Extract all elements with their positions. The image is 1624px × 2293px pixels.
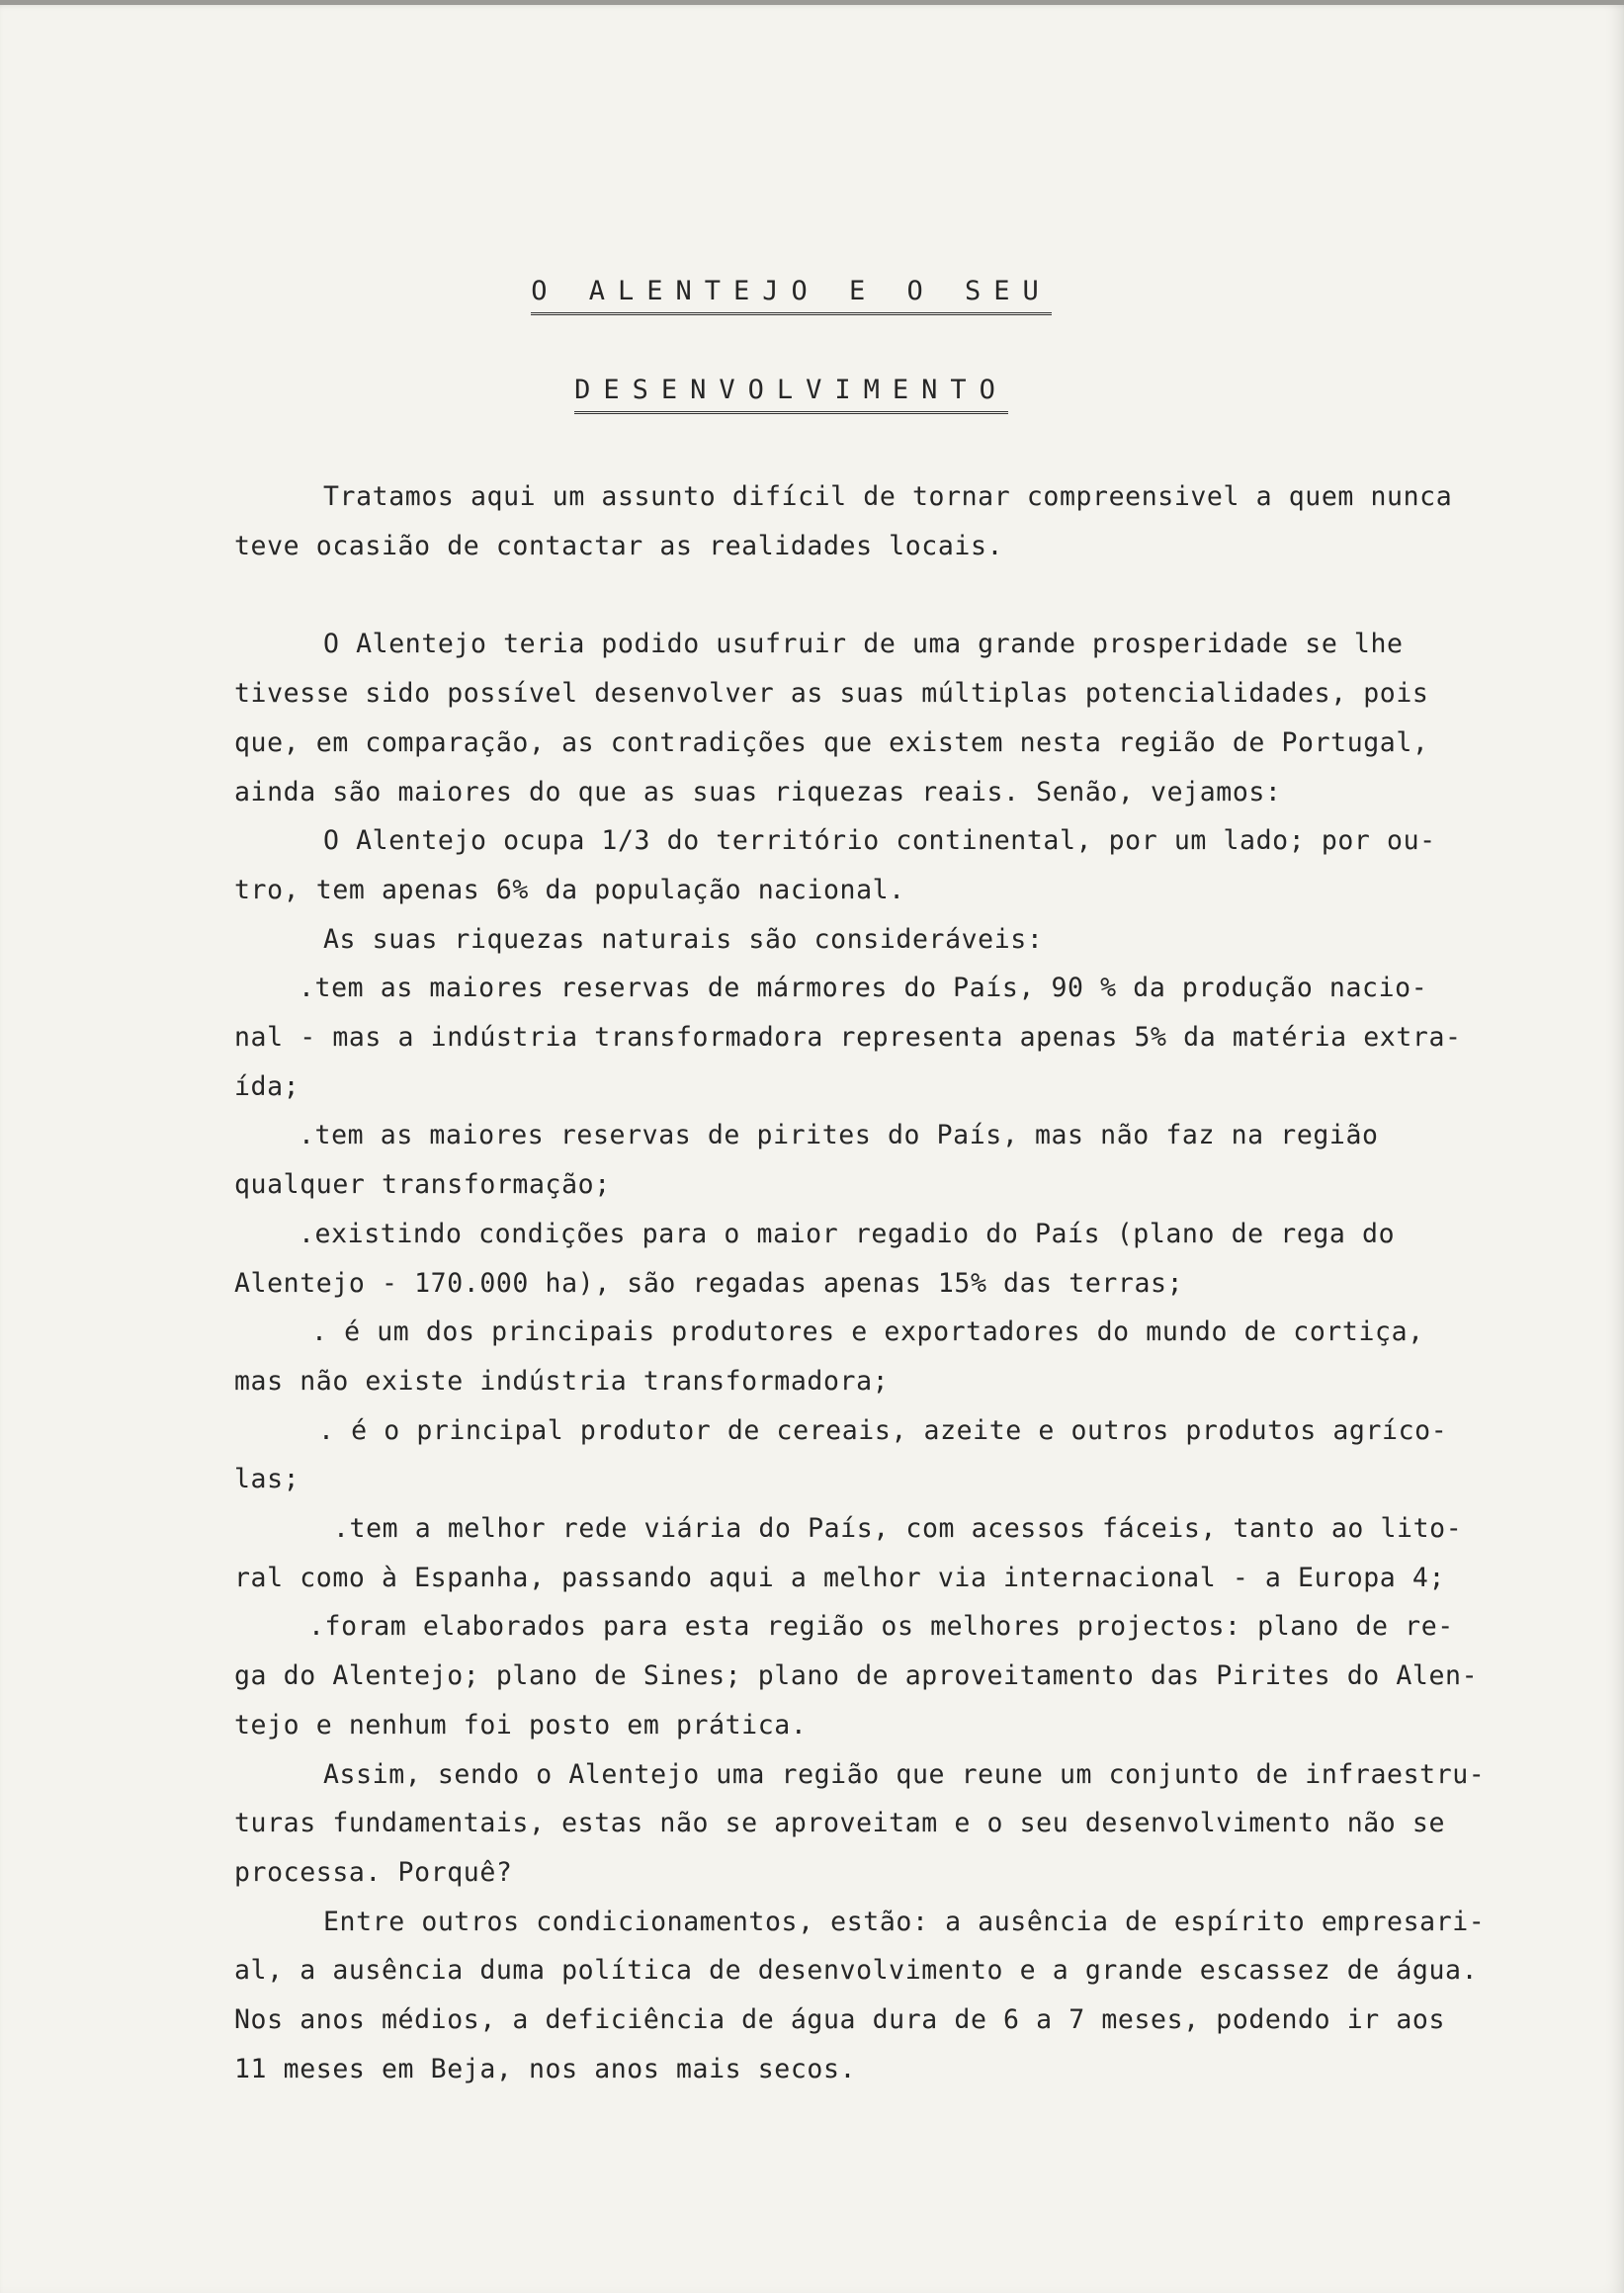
paragraph-4-line-3: Nos anos médios, a deficiência de água dura de 6 a 7 meses, podendo ir aos	[234, 2004, 1446, 2036]
document-title-2: DESENVOLVIMENTO	[574, 376, 1008, 414]
list-item-projects-line-1: .foram elaborados para esta região os melhores projectos: plano de re-	[308, 1611, 1454, 1643]
paragraph-2-line-7: As suas riquezas naturais são consideráveis:	[323, 923, 1044, 955]
document-title-1: O ALENTEJO E O SEU	[531, 277, 1052, 315]
page-top-edge	[0, 0, 1624, 5]
paragraph-4-line-1: Entre outros condicionamentos, estão: a ausência de espírito empresari-	[323, 1906, 1486, 1937]
paragraph-3-line-1: Assim, sendo o Alentejo uma região que reune um conjunto de infraestru-	[323, 1758, 1486, 1790]
list-item-pyrites-line-1: .tem as maiores reservas de pirites do País, mas não faz na região	[299, 1120, 1379, 1151]
list-item-cereals-line-1: . é o principal produtor de cereais, azeite e outros produtos agríco-	[318, 1414, 1448, 1446]
paragraph-3-line-3: processa. Porquê?	[234, 1856, 513, 1888]
list-item-pyrites-line-2: qualquer transformação;	[234, 1169, 611, 1201]
list-item-cereals-line-2: las;	[234, 1464, 300, 1495]
paragraph-2-line-3: que, em comparação, as contradições que existem nesta região de Portugal,	[234, 726, 1429, 758]
paragraph-gap	[234, 570, 1598, 620]
paragraph-1-line-2: teve ocasião de contactar as realidades locais.	[234, 530, 1004, 561]
paragraph-4-line-2: al, a ausência duma política de desenvolvimento e a grande escassez de água.	[234, 1955, 1479, 1987]
list-item-marble-line-3: ída;	[234, 1070, 300, 1102]
list-item-roads-line-2: ral como à Espanha, passando aqui a melhor via internacional - a Europa 4;	[234, 1562, 1446, 1593]
list-item-roads-line-1: .tem a melhor rede viária do País, com acessos fáceis, tanto ao lito-	[333, 1513, 1463, 1545]
paragraph-3-line-2: turas fundamentais, estas não se aproveitam e o seu desenvolvimento não se	[234, 1808, 1446, 1839]
paragraph-2-line-1: O Alentejo teria podido usufruir de uma grande prosperidade se lhe	[323, 629, 1404, 660]
list-item-cork-line-2: mas não existe indústria transformadora;	[234, 1365, 890, 1397]
paragraph-2-line-6: tro, tem apenas 6% da população nacional.	[234, 874, 905, 905]
title-line-2	[234, 366, 1348, 465]
paragraph-2-line-5: O Alentejo ocupa 1/3 do território continental, por um lado; por ou-	[323, 825, 1436, 857]
list-item-cork-line-1: . é um dos principais produtores e exportadores do mundo de cortiça,	[311, 1316, 1424, 1348]
list-item-irrigation-line-1: .existindo condições para o maior regadio do País (plano de rega do	[299, 1218, 1396, 1249]
list-item-marble-line-1: .tem as maiores reservas de mármores do País, 90 % da produção nacio-	[299, 973, 1428, 1004]
document-body	[234, 267, 1598, 2094]
paragraph-4-line-4: 11 meses em Beja, nos anos mais secos.	[234, 2053, 857, 2084]
list-item-projects-line-3: tejo e nenhum foi posto em prática.	[234, 1709, 808, 1741]
paragraph-1-line-1: Tratamos aqui um assunto difícil de tornar compreensivel a quem nunca	[323, 481, 1453, 512]
paragraph-2-line-2: tivesse sido possível desenvolver as suas múltiplas potencialidades, pois	[234, 678, 1429, 710]
list-item-irrigation-line-2: Alentejo - 170.000 ha), são regadas apenas 15% das terras;	[234, 1267, 1184, 1299]
list-item-projects-line-2: ga do Alentejo; plano de Sines; plano de aproveitamento das Pirites do Alen-	[234, 1660, 1479, 1692]
list-item-marble-line-2: nal - mas a indústria transformadora representa apenas 5% da matéria extra-	[234, 1022, 1462, 1054]
paragraph-2-line-4: ainda são maiores do que as suas riquezas reais. Senão, vejamos:	[234, 776, 1282, 807]
title-line-1	[234, 267, 1348, 366]
